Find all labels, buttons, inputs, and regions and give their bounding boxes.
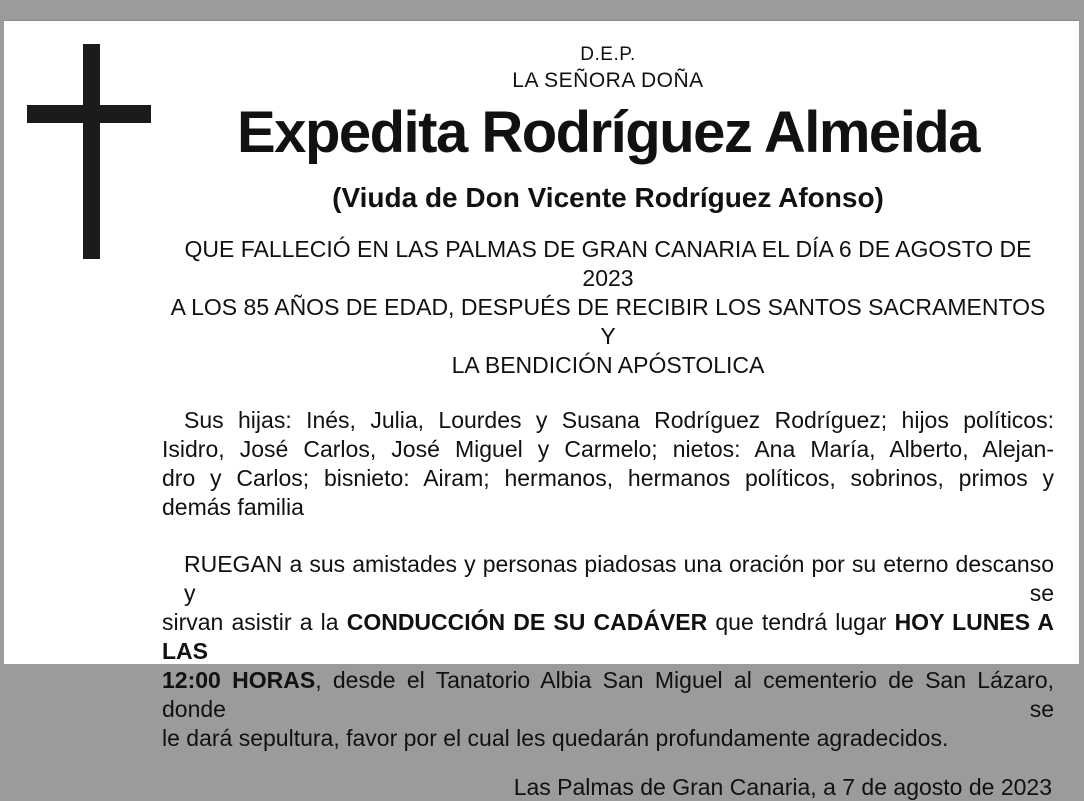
text-segment: QUE FALLECIÓ EN LAS PALMAS DE GRAN CANARIA EL DÍA 6 DE AGOSTO DE 2023 [184, 236, 1032, 291]
text-line [162, 493, 1054, 522]
text-segment: LA BENDICIÓN APÓSTOLICA [451, 352, 765, 378]
text-segment: dro y Carlos; bisnieto: Airam; hermanos, hermanos políticos, sobrinos, primos y [162, 465, 1054, 491]
text-segment: RUEGAN a sus amistades y personas piadosas una oración por su eterno descanso y se [184, 551, 1054, 606]
death-announcement-paragraph [162, 235, 1054, 380]
cross-horizontal-bar [27, 105, 151, 123]
honorific-line: LA SEÑORA DOÑA [512, 69, 704, 92]
text-line [162, 406, 1054, 435]
text-line [162, 464, 1054, 493]
text-line [162, 550, 1054, 608]
notice-content [162, 21, 1054, 801]
dep-abbreviation: D.E.P. [580, 44, 636, 65]
place-date-line: Las Palmas de Gran Canaria, a 7 de agosto de 2023 [513, 774, 1052, 800]
text-line [162, 608, 1054, 666]
text-segment: le dará sepultura, favor por el cual les quedarán profundamente agradecidos. [162, 725, 949, 751]
text-segment: Isidro, José Carlos, José Miguel y Carmelo; nietos: Ana María, Alberto, Alejan- [162, 436, 1054, 462]
text-segment: sirvan asistir a la [162, 609, 347, 635]
obituary-card [4, 20, 1079, 800]
text-line [162, 235, 1054, 293]
cross-vertical-bar [83, 44, 100, 259]
bold-text-segment: HOY LUNES A LAS [162, 609, 1054, 664]
text-line [162, 293, 1054, 351]
text-segment: , desde el Tanatorio Albia San Miguel al cementerio de San Lázaro, donde se [162, 667, 1055, 722]
text-segment: Sus hijas: Inés, Julia, Lourdes y Susana Rodríguez Rodríguez; hijos políticos: [184, 407, 1054, 433]
request-paragraph [162, 550, 1054, 753]
relation-line: (Viuda de Don Vicente Rodríguez Afonso) [332, 182, 884, 213]
text-line [162, 351, 1054, 380]
bold-text-segment: 12:00 HORAS [162, 667, 316, 693]
bold-text-segment: CONDUCCIÓN DE SU CADÁVER [346, 609, 708, 635]
text-line [162, 666, 1054, 724]
deceased-name: Expedita Rodríguez Almeida [237, 100, 979, 165]
text-line [162, 435, 1054, 464]
text-line [162, 724, 1054, 753]
text-segment: A LOS 85 AÑOS DE EDAD, DESPUÉS DE RECIBIR LOS SANTOS SACRAMENTOS Y [170, 294, 1046, 349]
text-segment: demás familia [162, 494, 304, 520]
family-paragraph [162, 406, 1054, 522]
text-segment: que tendrá lugar [707, 609, 895, 635]
